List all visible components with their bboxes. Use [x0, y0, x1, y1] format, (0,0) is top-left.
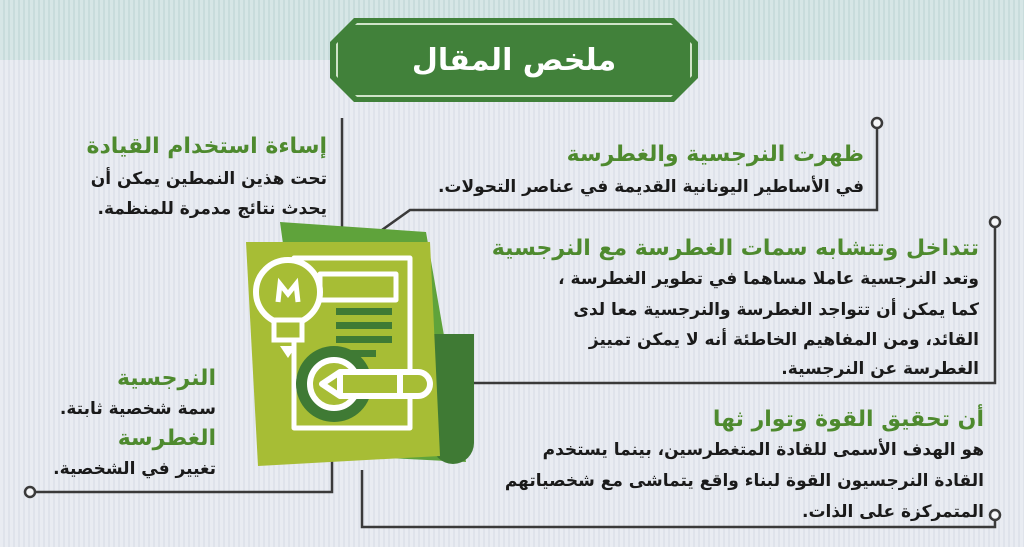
narcissism-origin-heading: ظهرت النرجسية والغطرسة [566, 142, 864, 167]
overlap-line-2: كما يمكن أن تتواجد الغطرسة والنرجسية معا لدى [573, 300, 979, 320]
power-heading: أن تحقيق القوة وتوار ثها [712, 407, 984, 432]
central-illustration [240, 218, 480, 470]
leadership-abuse-heading: إساءة استخدام القيادة [86, 134, 327, 159]
narcissism-origin-body: في الأساطير اليونانية القديمة في عناصر التحولات. [437, 177, 864, 197]
arrogance-label: الغطرسة [117, 426, 216, 451]
overlap-line-3: القائد، ومن المفاهيم الخاطئة أنه لا يمكن تمييز [588, 330, 979, 350]
page-title: ملخص المقال [411, 42, 617, 78]
power-line-1: هو الهدف الأسمى للقادة المتغطرسين، بينما يستخدم [542, 440, 984, 460]
power-line-3: المتمركزة على الذات. [801, 502, 984, 522]
overlap-heading: تتداخل وتتشابه سمات الغطرسة مع النرجسية [491, 236, 979, 261]
overlap-line-1: وتعد النرجسية عاملا مساهما في تطوير الغطرسة ، [558, 269, 979, 289]
arrogance-text: تغيير في الشخصية. [53, 459, 216, 479]
leadership-abuse-line-1: تحت هذين النمطين يمكن أن [90, 169, 327, 189]
overlap-line-4: الغطرسة عن النرجسية. [781, 359, 979, 379]
narcissism-text: سمة شخصية ثابتة. [59, 399, 216, 419]
leadership-abuse-line-2: يحدث نتائج مدمرة للمنظمة. [97, 199, 327, 219]
pencil-icon [322, 372, 430, 396]
narcissism-label: النرجسية [116, 366, 216, 391]
power-line-2: القادة النرجسيون القوة لبناء واقع يتماشى مع شخصياتهم [504, 471, 984, 491]
